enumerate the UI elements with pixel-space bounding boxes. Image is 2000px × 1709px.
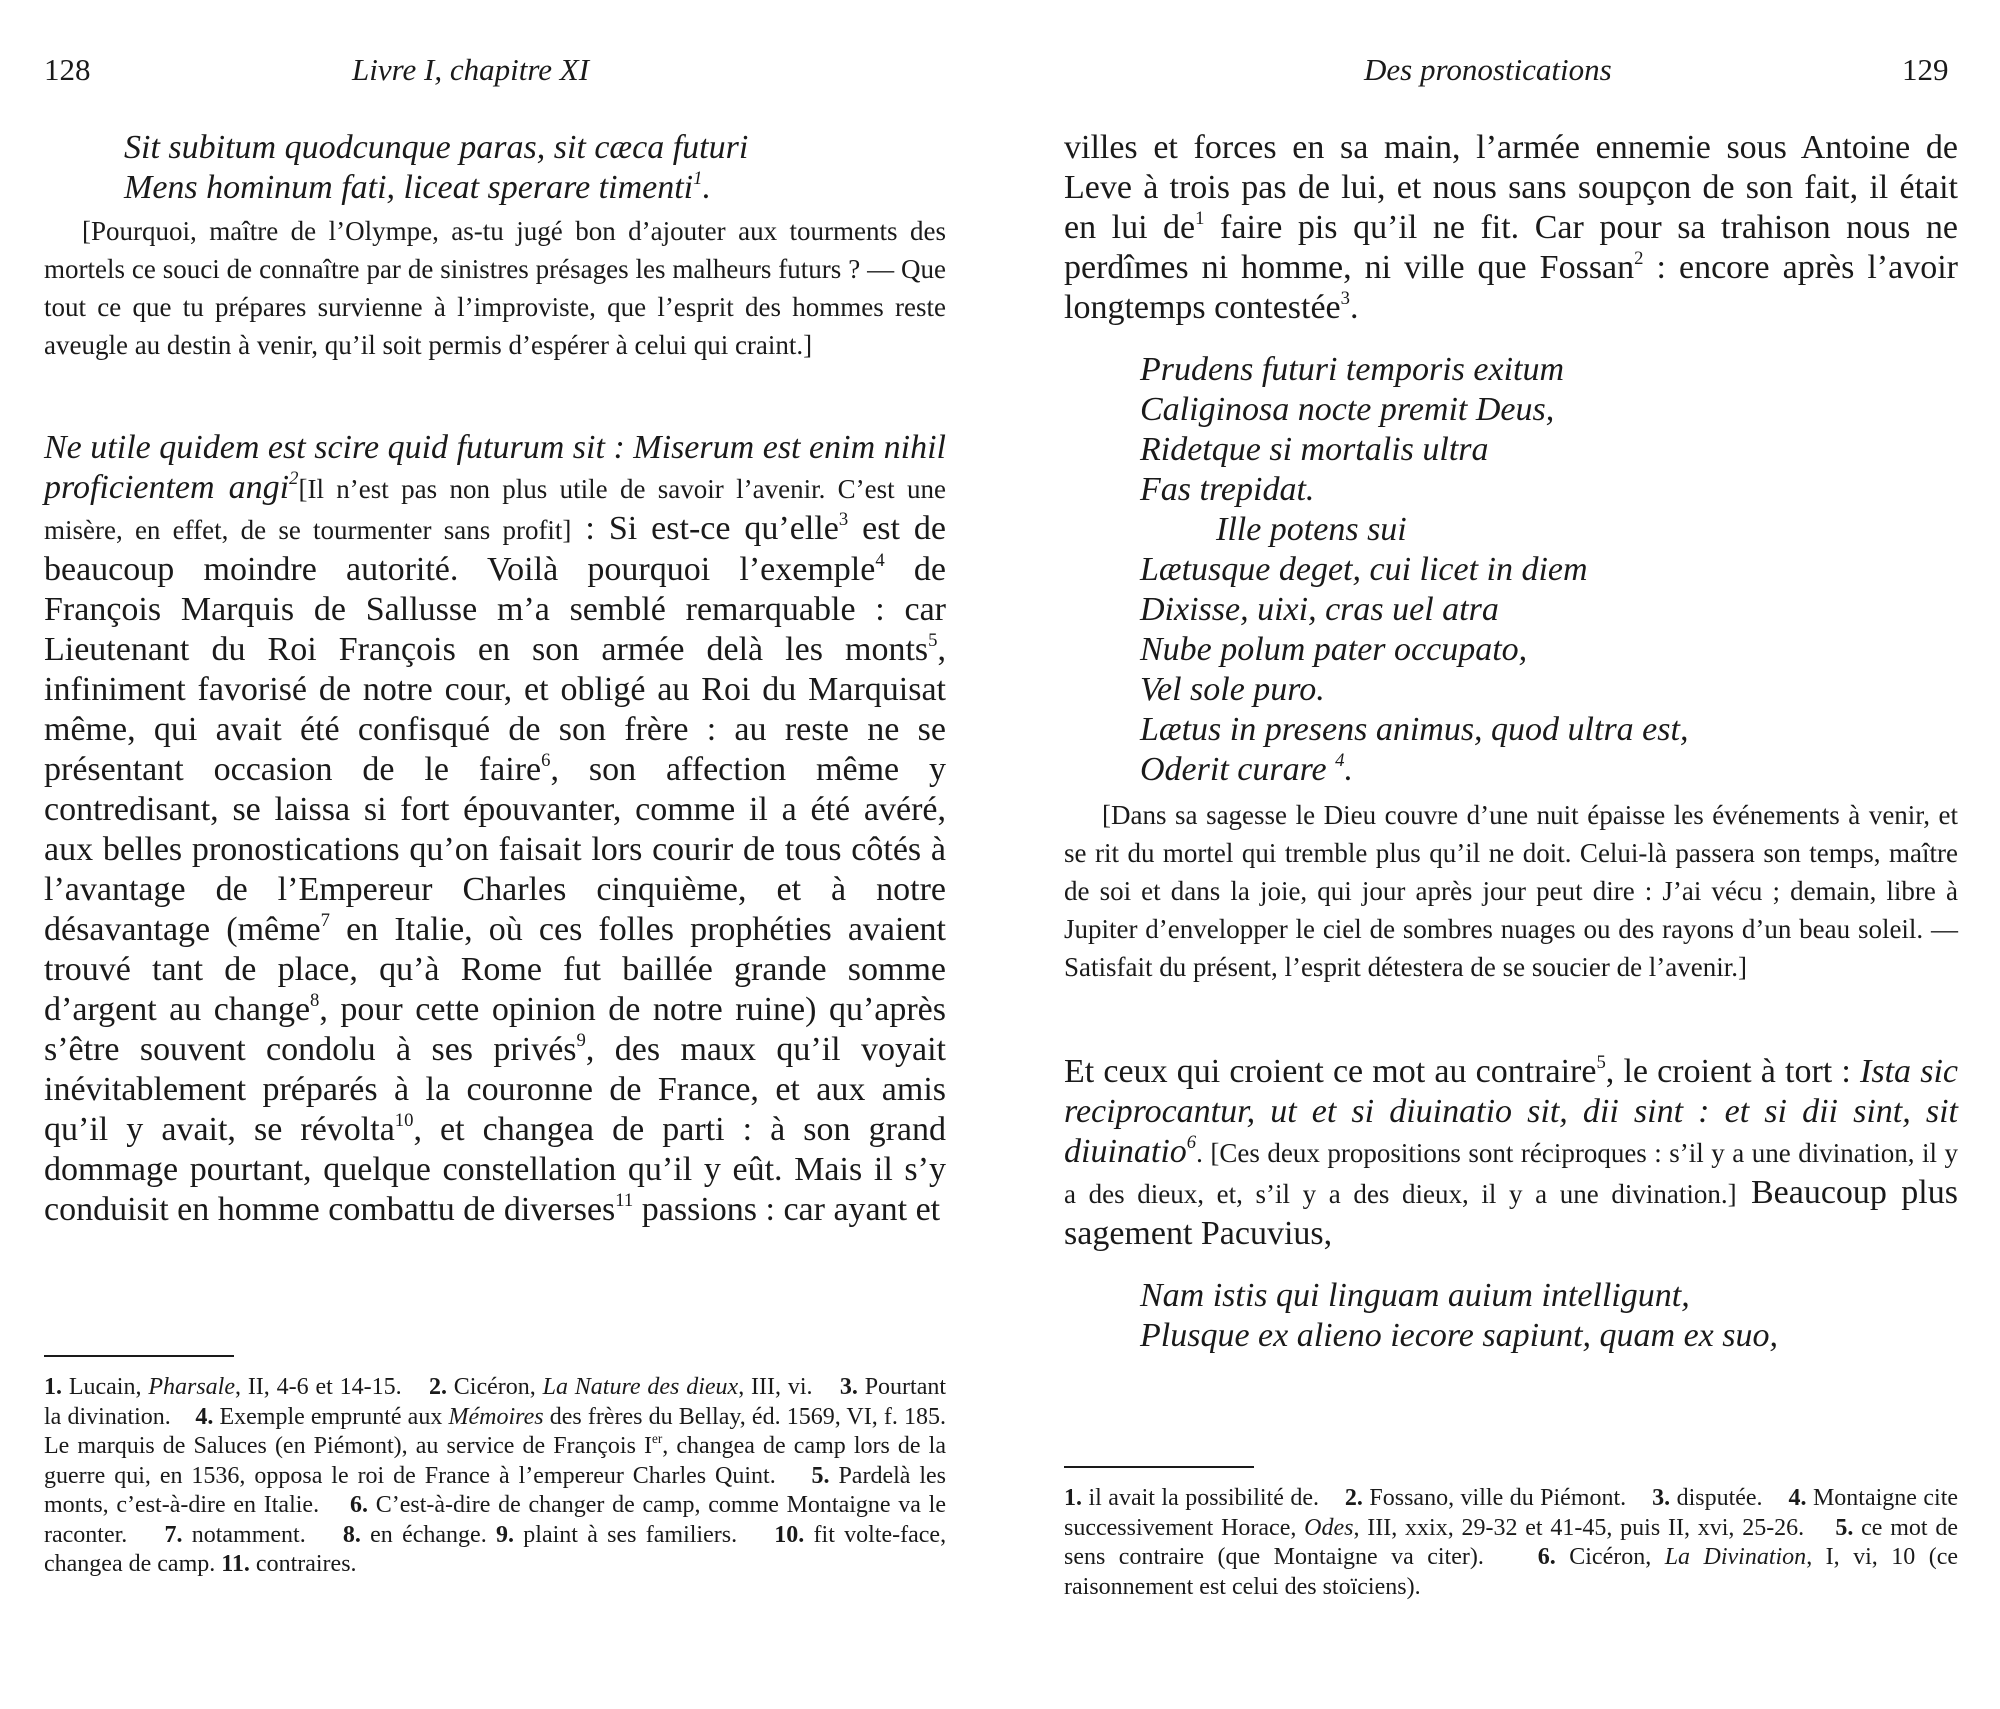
footnote-rule: [1064, 1466, 1254, 1468]
note-ref: 10: [394, 1109, 414, 1131]
latin-quote: Ne utile quidem est scire quid futurum sit : Miserum est enim nihil proficientem angi: [44, 429, 946, 506]
verse-line: Nube polum pater occupato,: [1140, 631, 1528, 668]
latin-translation: . [Ces deux propositions sont réciproques : s’il y a une divination, il y a des dieux, et, s’il y a des dieux, il y a une divination.]: [1064, 1138, 1958, 1209]
right-translation: [Dans sa sagesse le Dieu couvre d’une nuit épaisse les événements à venir, et se rit du mortel qui tremble plus qu’il ne doit. Celui-là passera son temps, maître de soi et dans la joie, qui jour après jour peut dire : J’ai vécu ; demain, libre à Jupiter d’envelopper le ciel de sombres nuages ou des rayons d’un beau soleil. — Satisfait du présent, l’esprit détestera de se soucier de l’avenir.]: [1064, 800, 1958, 982]
footnote-rule: [44, 1355, 234, 1357]
verse-line: Oderit curare $^4$.: [1140, 749, 1353, 788]
right-page: [1000, 0, 2000, 1709]
verse-line: Ille potens sui: [1216, 511, 1407, 548]
verse-line: Nam istis qui linguam auium intelligunt,: [1140, 1277, 1690, 1314]
note-ref: 6: [1186, 1131, 1197, 1153]
verse-line: Plusque ex alieno iecore sapiunt, quam ex suo,: [1140, 1317, 1778, 1354]
left-main-paragraph: Ne utile quidem est scire quid futurum sit : Miserum est enim nihil proficientem angi$^2$[Il n’est pas non plus utile de savoir l’avenir. C’est une misère, en effet, de se tourmenter sans profit] : Si est-ce qu’elle$^3$ est de beaucoup moindre autorité. Voilà pourquoi l’exemple$^4$ de François Marquis de Sallusse m’a semblé remarquable : car Lieutenant du Roi François en son armée delà les monts$^5$, infiniment favorisé de notre cour, et obligé au Roi du Marquisat même, qui avait été confisqué de son frère : au reste ne se présentant occasion de le faire$^6$, son affection même y contredisant, se laissa si fort épouvanter, comme il a été avéré, aux belles pronostications qu’on faisait lors courir de tous côtés à l’avantage de l’Empereur Charles cinquième, et à notre désavantage (même$^7$ en Italie, où ces folles prophéties avaient trouvé tant de place, qu’à Rome fut baillée grande somme d’argent au change$^8$, pour cette opinion de notre ruine) qu’après s’être souvent condolu à ses privés$^9$, des maux qu’il voyait inévitablement préparés à la couronne de France, et aux amis qu’il y avait, se révolta$^{10}$, et changea de parti : à son grand dommage pourtant, quelque constellation qu’il y eût. Mais il s’y conduisit en homme combattu de diverses$^{11}$ passions : car ayant et: [44, 429, 946, 1228]
note-ref: 1: [1195, 207, 1205, 229]
left-page-number: 128: [44, 52, 91, 87]
verse-line: Lætusque deget, cui licet in diem: [1140, 551, 1588, 588]
latin-translation: [Il n’est pas non plus utile de savoir l’avenir. C’est une misère, en effet, de se tourmenter sans profit]: [44, 474, 946, 545]
verse-line: Lætus in presens animus, quod ultra est,: [1140, 711, 1689, 748]
verse-line: Sit subitum quodcunque paras, sit cæca futuri: [124, 129, 749, 166]
right-horace-verse: [1140, 350, 1940, 790]
note-ref: 6: [541, 749, 551, 771]
left-epigraph-verse: [124, 128, 944, 208]
verse-line: Dixisse, uixi, cras uel atra: [1140, 591, 1499, 628]
left-translation-1: [Pourquoi, maître de l’Olympe, as-tu jugé bon d’ajouter aux tourments des mortels ce souci de connaître par de sinistres présages les malheurs futurs ? — Que tout ce que tu prépares survienne à l’improviste, que l’esprit des hommes reste aveugle au destin à venir, qu’il soit permis d’espérer à celui qui craint.]: [44, 216, 946, 360]
verse-line: Mens hominum fati, liceat sperare timenti$^1$.: [124, 167, 711, 206]
right-opening-paragraph: villes et forces en sa main, l’armée ennemie sous Antoine de Leve à trois pas de lui, et nous sans soupçon de son fait, il était en lui $de^1$ faire pis qu’il ne fit. Car pour sa trahison nous ne perdîmes ni homme, ni ville que Fossan$^2$ : encore après l’avoir longtemps contestée$^3$.: [1064, 129, 1958, 326]
note-ref: 3: [838, 508, 849, 530]
verse-line: Prudens futuri temporis exitum: [1140, 351, 1565, 388]
note-ref: 4: [1335, 749, 1345, 771]
right-pacuvius-verse: [1140, 1276, 1940, 1356]
note-ref: 11: [615, 1189, 634, 1211]
note-ref: 2: [1634, 247, 1644, 269]
right-page-number: 129: [1902, 52, 1949, 87]
note-ref: 8: [310, 989, 320, 1011]
left-running-title: Livre I, chapitre XI: [352, 52, 590, 87]
note-ref: 3: [1340, 287, 1350, 309]
note-ref: 2: [289, 467, 299, 489]
note-ref: 1: [693, 167, 703, 189]
latin-quote: Ista sic reciprocantur, ut et si diuinatio sit, dii sint : et si dii sint, sit diuinatio: [1064, 1053, 1958, 1170]
verse-line: Ridetque si mortalis ultra: [1140, 431, 1489, 468]
note-ref: 5: [928, 629, 938, 651]
verse-line: Fas trepidat.: [1140, 471, 1315, 508]
note-ref: 5: [1596, 1051, 1606, 1073]
note-ref: 7: [320, 909, 330, 931]
verse-line: Caliginosa nocte premit Deus,: [1140, 391, 1555, 428]
right-running-title: Des pronostications: [1364, 52, 1612, 87]
verse-line: Vel sole puro.: [1140, 671, 1325, 708]
note-ref: 4: [875, 549, 885, 571]
right-footnotes: 1. il avait la possibilité de. 2. Fossano, ville du Piémont. 3. disputée. 4. Montaigne cite successivement Horace, Odes, III, xxix, 29-32 et 41-45, puis II, xvi, 25-26. 5. ce mot de sens contraire (que Montaigne va citer). 6. Cicéron, La Divination, I, vi, 10 (ce raisonnement est celui des stoïciens).: [1064, 1485, 1959, 1600]
right-second-paragraph: Et ceux qui croient ce mot au contraire$^5$, le croient à tort : Ista sic reciprocantur, ut et si diuinatio sit, dii sint : et si dii sint, sit diuinatio$^6$. [Ces deux propositions sont réciproques : s’il y a une divination, il y a des dieux, et, s’il y a des dieux, il y a une divination.] Beaucoup plus sagement Pacuvius,: [1064, 1051, 1958, 1252]
note-ref: 9: [576, 1029, 586, 1051]
left-footnotes: 1. Lucain, Pharsale, II, 4-6 et 14-15. 2. Cicéron, La Nature des dieux, III, vi. 3. Pourtant la divination. 4. Exemple emprunté aux Mémoires des frères du Bellay, éd. 1569, VI, f. 185. Le marquis de Saluces (en Piémont), au service de François Ier, changea de camp lors de la guerre qui, en 1536, opposa le roi de France à l’empereur Charles Quint. 5. Pardelà les monts, c’est-à-dire en Italie. 6. C’est-à-dire de changer de camp, comme Montaigne va le raconter. 7. notamment. 8. en échange. 9. plaint à ses familiers. 10. fit volte-face, changea de camp. 11. contraires.: [44, 1374, 947, 1577]
